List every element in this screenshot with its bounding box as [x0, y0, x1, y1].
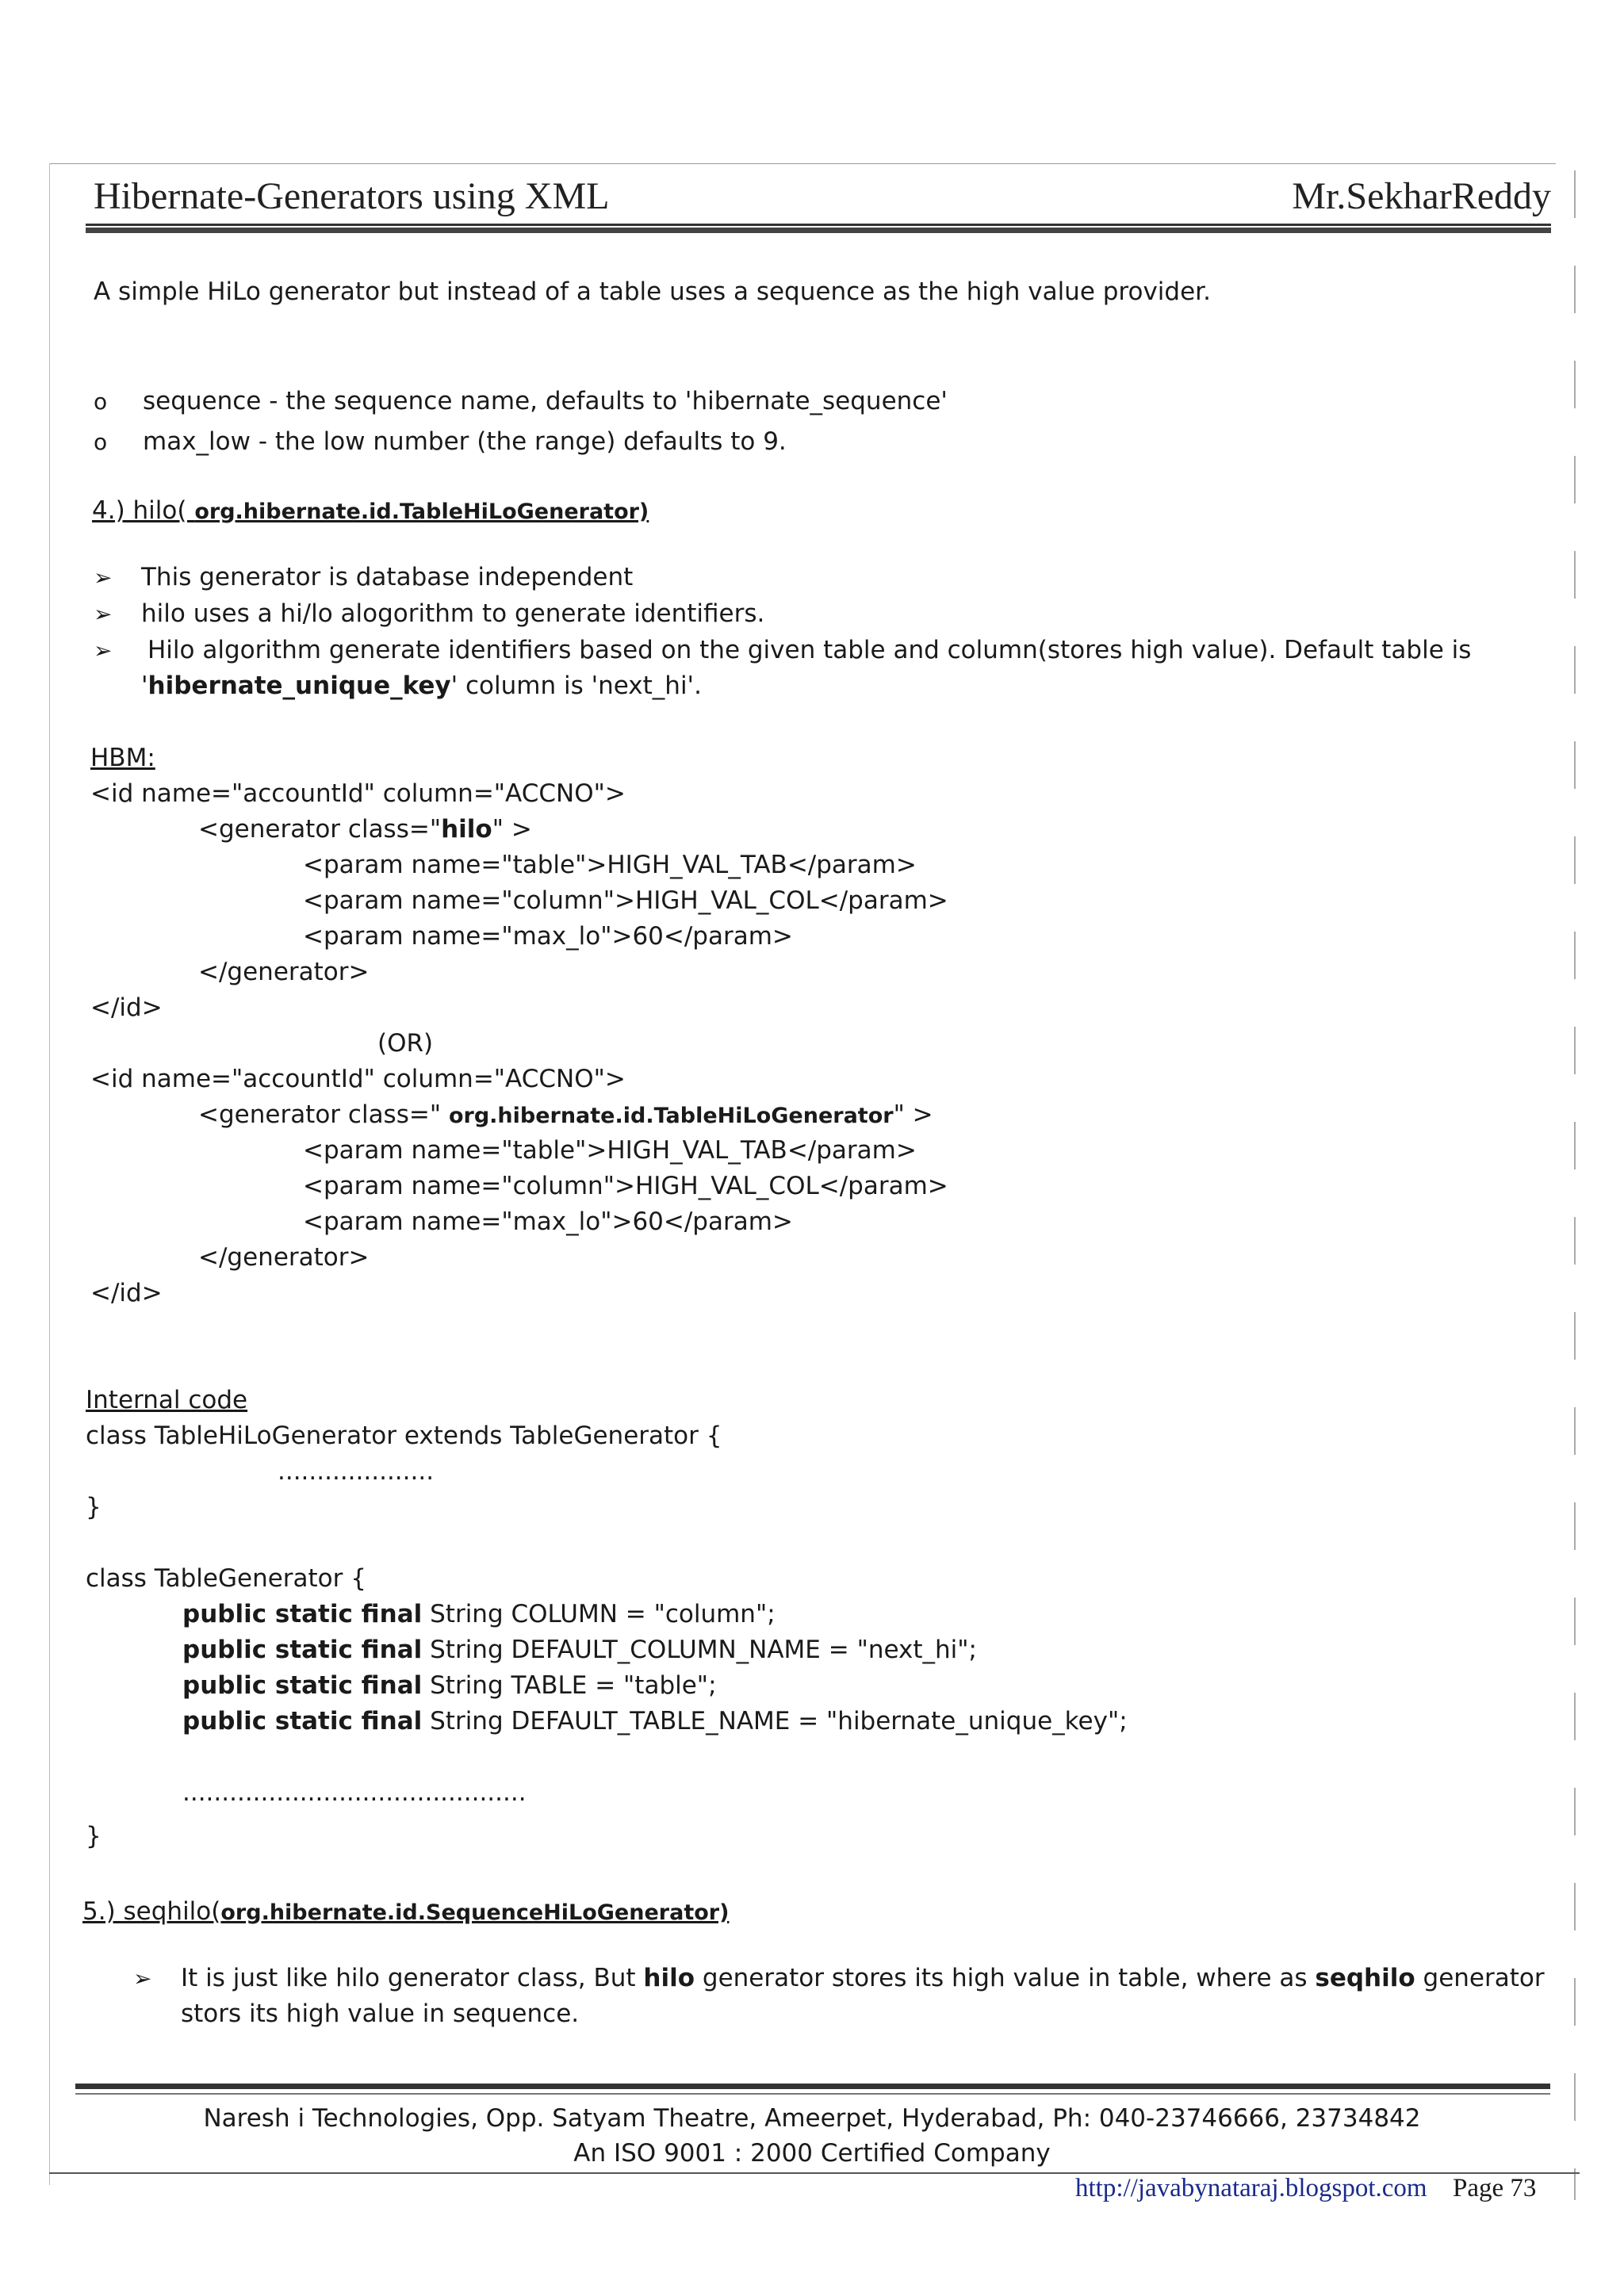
list-item-text: hilo uses a hi/lo alogorithm to generate identifiers. [141, 599, 765, 628]
param-desc: - the low number (the range) defaults to 9. [250, 427, 787, 456]
code-line: </id> [90, 993, 163, 1022]
code-line: <id name="accountId" column="ACCNO"> [90, 779, 626, 808]
list-item-text: Hilo algorithm generate identifiers based on the given table and column(stores high value). Default table is [147, 636, 1472, 664]
code-text: String DEFAULT_TABLE_NAME = "hibernate_unique_key"; [422, 1707, 1128, 1735]
header-rule-thick [86, 228, 1551, 233]
code-bold: hilo [441, 815, 492, 844]
code-line: } [86, 1493, 102, 1521]
code-line: <param name="max_lo">60</param> [303, 922, 793, 951]
footer-url-link[interactable]: http://javabynataraj.blogspot.com [1075, 2174, 1427, 2202]
code-line: <id name="accountId" column="ACCNO"> [90, 1065, 626, 1093]
text: generator stores its high value in table, where as [695, 1964, 1316, 1992]
text: generator [1415, 1964, 1545, 1992]
code-ellipsis: .................... [278, 1457, 435, 1486]
param-desc: - the sequence name, defaults to 'hibernate_sequence' [261, 387, 948, 415]
code-line [198, 812, 532, 848]
column-text: ' column is 'next_hi'. [450, 672, 702, 700]
code-line: </id> [90, 1279, 163, 1307]
code-bold: org.hibernate.id.TableHiLoGenerator [448, 1104, 894, 1128]
code-text: " > [492, 815, 532, 844]
code-modifier: public static final [182, 1707, 423, 1735]
section-5-heading [82, 1894, 729, 1931]
code-line: <param name="max_lo">60</param> [303, 1207, 793, 1236]
or-separator: (OR) [377, 1029, 434, 1058]
section-4-number: 4.) hilo( [92, 496, 195, 525]
arrow-bullet-icon: ➢ [94, 637, 113, 664]
code-line: <param name="table">HIGH_VAL_TAB</param> [303, 851, 917, 879]
param-item [94, 384, 948, 419]
footer-rule-thick [75, 2084, 1550, 2089]
param-name: max_low [143, 427, 251, 456]
list-item [94, 633, 1472, 668]
text-bold: seqhilo [1315, 1964, 1415, 1992]
list-item-text [181, 1961, 1545, 1996]
section-4-class: org.hibernate.id.TableHiLoGenerator) [194, 499, 649, 524]
footer-address: Naresh i Technologies, Opp. Satyam Theatre, Ameerpet, Hyderabad, Ph: 040-23746666, 23734842 [203, 2104, 1421, 2133]
code-line [198, 1097, 933, 1134]
arrow-bullet-icon: ➢ [94, 601, 113, 627]
param-item [94, 424, 787, 460]
code-line [182, 1632, 977, 1668]
list-item [133, 1961, 1545, 1996]
code-line: } [86, 1822, 102, 1850]
code-line: <param name="column">HIGH_VAL_COL</param> [303, 1172, 948, 1200]
text-bold: hilo [643, 1964, 695, 1992]
code-line [182, 1704, 1128, 1739]
list-item [94, 560, 634, 595]
footer-certification: An ISO 9001 : 2000 Certified Company [573, 2139, 1051, 2168]
intro-text: A simple HiLo generator but instead of a table uses a sequence as the high value provider. [94, 277, 1211, 306]
header-title: Hibernate-Generators using XML [94, 175, 610, 217]
code-line: class TableHiLoGenerator extends TableGenerator { [86, 1422, 722, 1450]
list-item [94, 596, 765, 632]
section-5-class: org.hibernate.id.SequenceHiLoGenerator) [220, 1900, 730, 1925]
code-line: <param name="table">HIGH_VAL_TAB</param> [303, 1136, 917, 1165]
footer-rule [75, 2093, 1550, 2095]
code-modifier: public static final [182, 1600, 423, 1628]
header-author: Mr.SekharReddy [1292, 175, 1551, 217]
code-line [182, 1597, 776, 1632]
section-5-number: 5.) seqhilo( [82, 1897, 221, 1926]
list-item-continuation [141, 668, 702, 703]
text: It is just like hilo generator class, But [181, 1964, 644, 1992]
bullet-circle-icon: o [94, 429, 108, 455]
header-rule [86, 224, 1551, 226]
page-frame-right [1574, 170, 1576, 2200]
code-text: String TABLE = "table"; [422, 1671, 717, 1700]
quote: ' [141, 672, 148, 700]
code-line: </generator> [198, 958, 370, 986]
code-text: " > [893, 1100, 933, 1129]
page-frame-top [49, 163, 1556, 164]
param-name: sequence [143, 387, 262, 415]
arrow-bullet-icon: ➢ [133, 1965, 152, 1992]
section-4-heading [92, 493, 649, 530]
code-modifier: public static final [182, 1671, 423, 1700]
code-line: </generator> [198, 1243, 370, 1272]
code-text: String DEFAULT_COLUMN_NAME = "next_hi"; [422, 1636, 977, 1664]
arrow-bullet-icon: ➢ [94, 564, 113, 591]
list-item-text: This generator is database independent [141, 563, 634, 591]
list-item-continuation: stors its high value in sequence. [181, 1999, 580, 2028]
internal-code-label: Internal code [86, 1386, 248, 1414]
code-line [182, 1668, 717, 1704]
table-name-bold: hibernate_unique_key [147, 672, 451, 700]
code-line: class TableGenerator { [86, 1564, 366, 1593]
code-line: <param name="column">HIGH_VAL_COL</param> [303, 886, 948, 915]
code-ellipsis: ............................................ [182, 1778, 527, 1807]
code-text: <generator class=" [198, 815, 442, 844]
hbm-label: HBM: [90, 744, 155, 772]
code-text: String COLUMN = "column"; [422, 1600, 776, 1628]
code-modifier: public static final [182, 1636, 423, 1664]
bullet-circle-icon: o [94, 388, 108, 415]
page-number: Page 73 [1453, 2174, 1537, 2202]
code-text: <generator class=" [198, 1100, 449, 1129]
page-frame-left [49, 163, 50, 2185]
